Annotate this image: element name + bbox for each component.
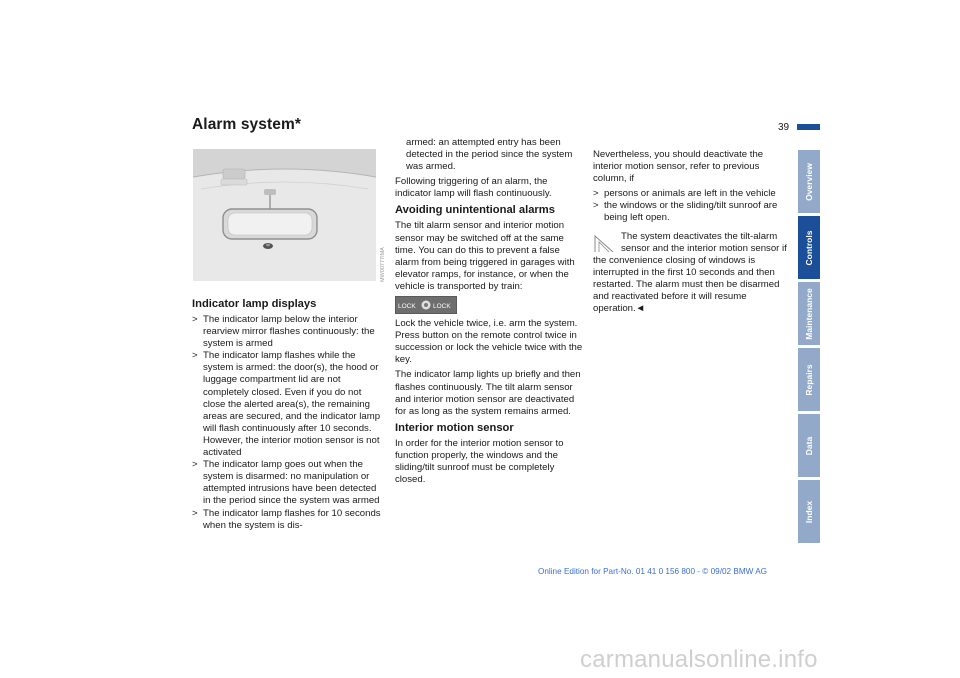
list-item: > persons or animals are left in the vehicle	[593, 188, 776, 200]
heading-indicator-lamp-displays: Indicator lamp displays	[192, 298, 317, 310]
tab-index[interactable]: Index	[798, 480, 820, 543]
heading-interior-motion-sensor: Interior motion sensor	[395, 421, 514, 434]
paragraph: In order for the interior motion sensor to function properly, the windows and the sliding/tilt sunroof must be completely closed.	[395, 437, 564, 486]
svg-text:LOCK: LOCK	[433, 303, 451, 311]
list-item: > The indicator lamp goes out when the system is disarmed: no manipulation or attempted intrusions have been detected in the period since the system was armed	[192, 459, 380, 507]
paragraph: The tilt alarm sensor and interior motion sensor may be switched off at the same time. You can do this to prevent a false alarm from being triggered in garages with elevator ramps, for instance, or when the vehicle is transported by train:	[395, 220, 575, 292]
end-mark: ◄	[635, 303, 646, 315]
tab-maintenance[interactable]: Maintenance	[798, 282, 820, 345]
list-item: > The indicator lamp flashes for 10 seconds when the system is dis-	[192, 507, 381, 531]
list-item: > The indicator lamp flashes while the system is armed: the door(s), the hood or luggage compartment lid are not completely closed. Even if you do not close the alerted area(s), the remaining areas are secured, and the indicator lamp will flash continuously after 10 seconds. However, the interior motion sensor is not activated	[192, 350, 381, 459]
tab-overview[interactable]: Overview	[798, 150, 820, 213]
tab-data[interactable]: Data	[798, 414, 820, 477]
footer-edition-note: Online Edition for Part-No. 01 41 0 156 800 - © 09/02 BMW AG	[538, 567, 768, 576]
lock-button-icon	[395, 296, 457, 314]
note-text: The system deactivates the tilt-alarm sensor and the interior motion sensor if the convenience closing of windows is interrupted in the first 10 seconds and then restarted. The alarm must then be disarmed and reactivated before it will resume operation.	[593, 230, 787, 315]
illustration-code	[378, 232, 386, 282]
watermark: carmanualsonline.info	[580, 646, 818, 673]
list-item: > The indicator lamp below the interior rearview mirror flashes continuously: the system is armed	[192, 314, 375, 350]
page-title: Alarm system*	[192, 116, 301, 133]
tab-repairs[interactable]: Repairs	[798, 348, 820, 411]
tab-controls[interactable]: Controls	[798, 216, 820, 279]
svg-text:MW00777IMA: MW00777IMA	[380, 247, 386, 282]
note-icon	[593, 232, 615, 254]
column-2	[395, 137, 585, 489]
paragraph: Lock the vehicle twice, i.e. arm the system. Press button on the remote control twice in succession or lock the vehicle twice with the key.	[395, 318, 583, 366]
heading-avoiding-unintentional-alarms: Avoiding unintentional alarms	[395, 204, 555, 217]
paragraph: The indicator lamp lights up briefly and then flashes continuously. The tilt alarm sensor and interior motion sensor are deactivated for as long as the system remains armed.	[395, 369, 581, 417]
paragraph-continuation: armed: an attempted entry has been detected in the period since the system was armed.	[406, 137, 573, 173]
page-marker	[797, 124, 820, 130]
svg-text:LOCK: LOCK	[398, 303, 416, 311]
column-1	[192, 294, 382, 532]
paragraph: Nevertheless, you should deactivate the interior motion sensor, refer to previous column, if	[593, 149, 764, 185]
rearview-mirror-illustration	[193, 149, 376, 281]
paragraph: Following triggering of an alarm, the indicator lamp will flash continuously.	[395, 176, 552, 200]
column-3	[593, 149, 788, 315]
note-block	[593, 231, 788, 316]
list-item: > the windows or the sliding/tilt sunroof are being left open.	[593, 200, 778, 224]
page-number: 39	[778, 122, 790, 133]
